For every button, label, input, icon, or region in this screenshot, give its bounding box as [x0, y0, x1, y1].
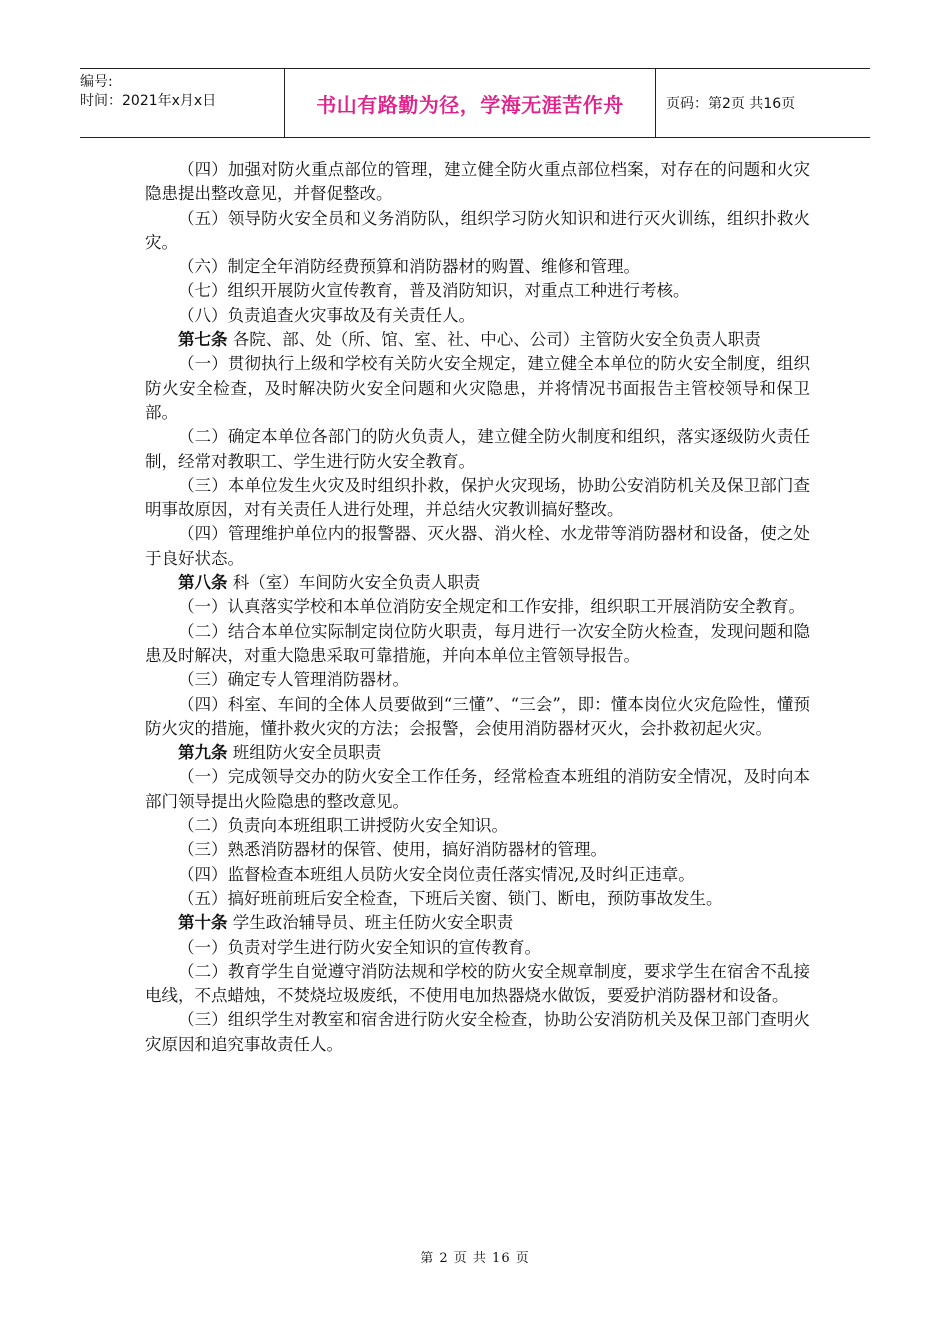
paragraph	[145, 693, 810, 742]
paragraph-text: （二）结合本单位实际制定岗位防火职责，每月进行一次安全防火检查，发现问题和隐患及时解决，对重大隐患采取可靠措施，并向本单位主管领导报告。	[145, 621, 810, 665]
document-body	[145, 158, 810, 1057]
paragraph	[145, 595, 810, 619]
paragraph	[145, 936, 810, 960]
article-heading	[145, 741, 810, 765]
page-footer: 第 2 页 共 16 页	[420, 1251, 530, 1266]
article-number: 第九条	[178, 743, 228, 763]
paragraph-text: （二）负责向本班组职工讲授防火安全知识。	[178, 816, 508, 836]
paragraph	[145, 279, 810, 303]
article-number: 第七条	[178, 330, 228, 350]
paragraph	[145, 620, 810, 669]
paragraph-text: （四）科室、车间的全体人员要做到“三懂”、“三会”，即：懂本岗位火灾危险性，懂预防火灾的措施，懂扑救火灾的方法；会报警，会使用消防器材灭火，会扑救初起火灾。	[145, 694, 810, 738]
article-number: 第十条	[178, 913, 228, 933]
article-heading	[145, 911, 810, 935]
paragraph-text: （三）熟悉消防器材的保管、使用，搞好消防器材的管理。	[178, 840, 607, 860]
paragraph	[145, 522, 810, 571]
paragraph-text: 各院、部、处（所、馆、室、社、中心、公司）主管防火安全负责人职责	[227, 330, 761, 350]
paragraph-text: 学生政治辅导员、班主任防火安全职责	[227, 913, 514, 933]
paragraph-text: 班组防火安全员职责	[227, 743, 382, 763]
paragraph	[145, 158, 810, 207]
paragraph-text: （四）监督检查本班组人员防火安全岗位责任落实情况,及时纠正违章。	[178, 864, 695, 884]
paragraph-text: （七）组织开展防火宣传教育，普及消防知识，对重点工种进行考核。	[178, 281, 690, 301]
document-time: 时间：2021年x月x日	[80, 93, 217, 109]
paragraph	[145, 352, 810, 425]
paragraph	[145, 255, 810, 279]
paragraph	[145, 960, 810, 1009]
paragraph	[145, 304, 810, 328]
header-meta	[80, 69, 284, 137]
paragraph-text: （四）加强对防火重点部位的管理，建立健全防火重点部位档案，对存在的问题和火灾隐患提出整改意见，并督促整改。	[145, 160, 810, 204]
paragraph	[145, 887, 810, 911]
paragraph	[145, 814, 810, 838]
article-heading	[145, 328, 810, 352]
header-motto: 书山有路勤为径，学海无涯苦作舟	[284, 69, 656, 137]
paragraph-text: （六）制定全年消防经费预算和消防器材的购置、维修和管理。	[178, 257, 640, 277]
header-page-info: 页码：第2页 共16页	[666, 96, 796, 112]
paragraph	[145, 425, 810, 474]
document-number-label: 编号:	[80, 74, 113, 90]
paragraph-text: （八）负责追查火灾事故及有关责任人。	[178, 305, 475, 325]
article-heading	[145, 571, 810, 595]
article-number: 第八条	[178, 573, 228, 593]
page-header	[80, 68, 870, 138]
paragraph-text: （一）负责对学生进行防火安全知识的宣传教育。	[178, 937, 541, 957]
paragraph	[145, 474, 810, 523]
paragraph	[145, 765, 810, 814]
paragraph-text: （五）领导防火安全员和义务消防队，组织学习防火知识和进行灭火训练，组织扑救火灾。	[145, 208, 810, 252]
paragraph-text: （一）完成领导交办的防火安全工作任务，经常检查本班组的消防安全情况，及时向本部门领导提出火险隐患的整改意见。	[145, 767, 810, 811]
paragraph	[145, 863, 810, 887]
paragraph-text: （三）确定专人管理消防器材。	[178, 670, 409, 690]
paragraph-text: （五）搞好班前班后安全检查，下班后关窗、锁门、断电，预防事故发生。	[178, 888, 723, 908]
paragraph-text: （四）管理维护单位内的报警器、灭火器、消火栓、水龙带等消防器材和设备，使之处于良好状态。	[145, 524, 810, 568]
paragraph	[145, 668, 810, 692]
paragraph-text: （二）确定本单位各部门的防火负责人，建立健全防火制度和组织，落实逐级防火责任制，经常对教职工、学生进行防火安全教育。	[145, 427, 810, 471]
paragraph-text: （二）教育学生自觉遵守消防法规和学校的防火安全规章制度，要求学生在宿舍不乱接电线，不点蜡烛，不焚烧垃圾废纸，不使用电加热器烧水做饭，要爱护消防器材和设备。	[145, 961, 810, 1006]
paragraph	[145, 838, 810, 862]
paragraph-text: （一）贯彻执行上级和学校有关防火安全规定，建立健全本单位的防火安全制度，组织防火安全检查，及时解决防火安全问题和火灾隐患，并将情况书面报告主管校领导和保卫部。	[145, 354, 810, 422]
paragraph-text: （三）本单位发生火灾及时组织扑救，保护火灾现场，协助公安消防机关及保卫部门查明事故原因，对有关责任人进行处理，并总结火灾教训搞好整改。	[145, 475, 810, 520]
paragraph	[145, 207, 810, 256]
paragraph-text: 科（室）车间防火安全负责人职责	[227, 573, 481, 593]
paragraph-text: （一）认真落实学校和本单位消防安全规定和工作安排，组织职工开展消防安全教育。	[178, 597, 805, 617]
paragraph	[145, 1008, 810, 1057]
paragraph-text: （三）组织学生对教室和宿舍进行防火安全检查，协助公安消防机关及保卫部门查明火灾原因和追究事故责任人。	[145, 1010, 810, 1054]
